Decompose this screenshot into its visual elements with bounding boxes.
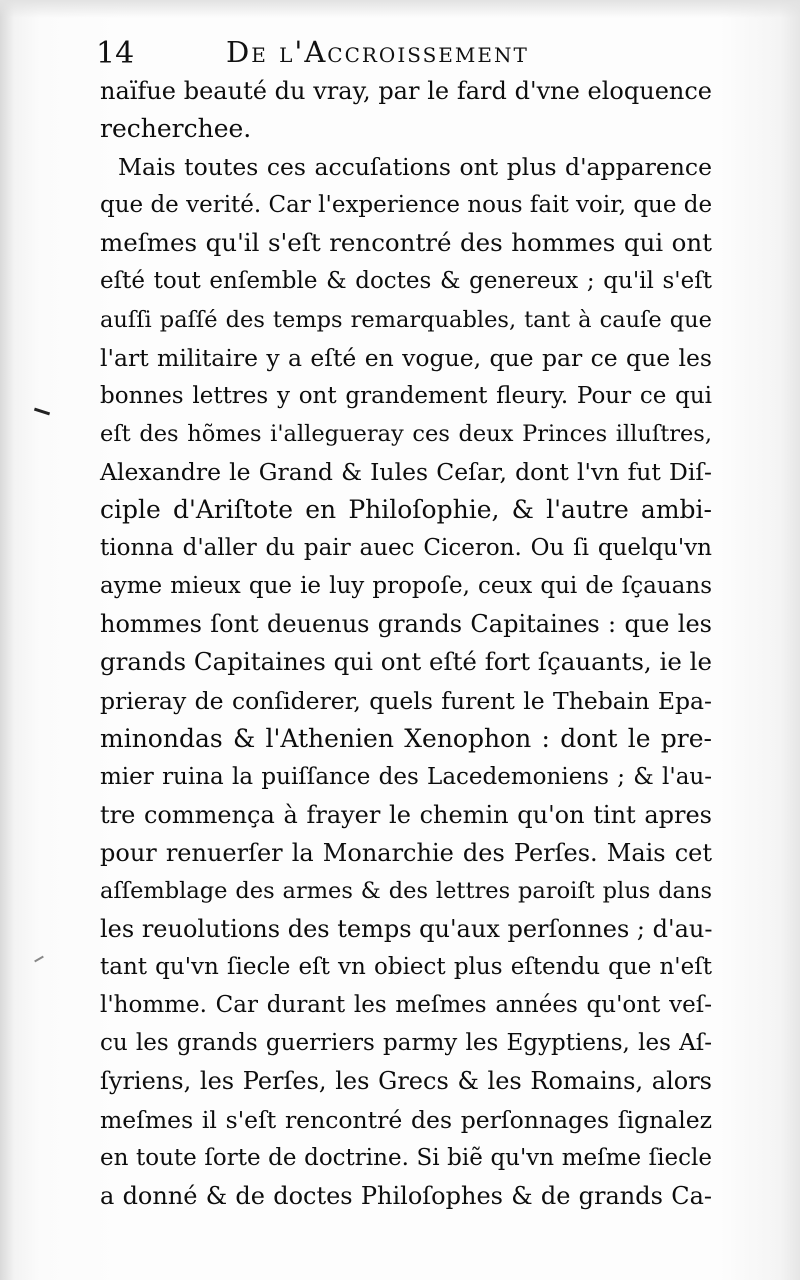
text-line: Alexandre le Grand & Iules Ceſar, dont l'vn fut Diſ- xyxy=(100,457,712,486)
text-line: tionna d'aller du pair auec Ciceron. Ou ſi quelqu'vn xyxy=(100,535,712,562)
running-head xyxy=(96,30,696,74)
text-line: meſmes qu'il s'eſt rencontré des hommes qui ont xyxy=(100,228,712,258)
text-line: pour renuerſer la Monarchie des Perſes. Mais cet xyxy=(100,838,712,867)
text-line: l'art militaire y a eſté en vogue, que par ce que les xyxy=(100,343,712,372)
text-line: eſt des hõmes i'allegueray ces deux Princes illuſtres, xyxy=(100,420,712,447)
page-number: 14 xyxy=(96,36,135,71)
text-line: mier ruina la puiſſance des Lacedemoniens ; & l'au- xyxy=(100,763,712,790)
text-line: prieray de conſiderer, quels furent le Thebain Epa- xyxy=(100,686,712,715)
text-line: tant qu'vn ſiecle eſt vn obiect plus eſtendu que n'eſt xyxy=(100,954,712,981)
text-line: auſſi paſſé des temps remarquables, tant à cauſe que xyxy=(100,306,712,333)
text-line: minondas & l'Athenien Xenophon : dont le pre- xyxy=(100,723,712,753)
text-line: l'homme. Car durant les meſmes années qu'ont veſ- xyxy=(100,992,712,1019)
text-line: bonnes lettres y ont grandement fleury. Pour ce qui xyxy=(100,382,712,409)
text-line: ayme mieux que ie luy propoſe, ceux qui de ſçauans xyxy=(100,573,712,600)
text-line: meſmes il s'eſt rencontré des perſonnages ſignalez xyxy=(100,1105,712,1134)
text-line: a donné & de doctes Philoſophes & de grands Ca- xyxy=(100,1181,712,1210)
text-line: tre commença à frayer le chemin qu'on tint apres xyxy=(100,800,712,829)
text-line: que de verité. Car l'experience nous fait voir, que de xyxy=(100,192,713,219)
text-line: ſyriens, les Perſes, les Grecs & les Romains, alors xyxy=(100,1067,712,1096)
text-line: cu les grands guerriers parmy les Egyptiens, les Aſ- xyxy=(100,1030,712,1057)
text-line: aſſemblage des armes & des lettres paroiſt plus dans xyxy=(100,877,712,904)
margin-mark xyxy=(34,956,44,963)
text-line: les reuolutions des temps qu'aux perſonnes ; d'au- xyxy=(100,915,713,944)
text-line: Mais toutes ces accuſations ont plus d'apparence xyxy=(118,153,712,182)
text-line: ciple d'Ariſtote en Philoſophie, & l'autre ambi- xyxy=(100,495,712,525)
text-line: eſté tout enſemble & doctes & genereux ; qu'il s'eſt xyxy=(100,268,712,295)
body-text xyxy=(100,72,712,1215)
text-line: recherchee. xyxy=(100,114,252,144)
margin-mark xyxy=(34,408,50,416)
text-line: hommes ſont deuenus grands Capitaines : que les xyxy=(100,610,712,639)
running-title: De l'Accroissement xyxy=(226,35,529,69)
text-line: en toute ſorte de doctrine. Si biẽ qu'vn meſme ſiecle xyxy=(100,1144,712,1171)
text-line: naïfue beauté du vray, par le fard d'vne eloquence xyxy=(100,77,712,105)
text-line: grands Capitaines qui ont eſté fort ſçauants, ie le xyxy=(100,647,712,677)
